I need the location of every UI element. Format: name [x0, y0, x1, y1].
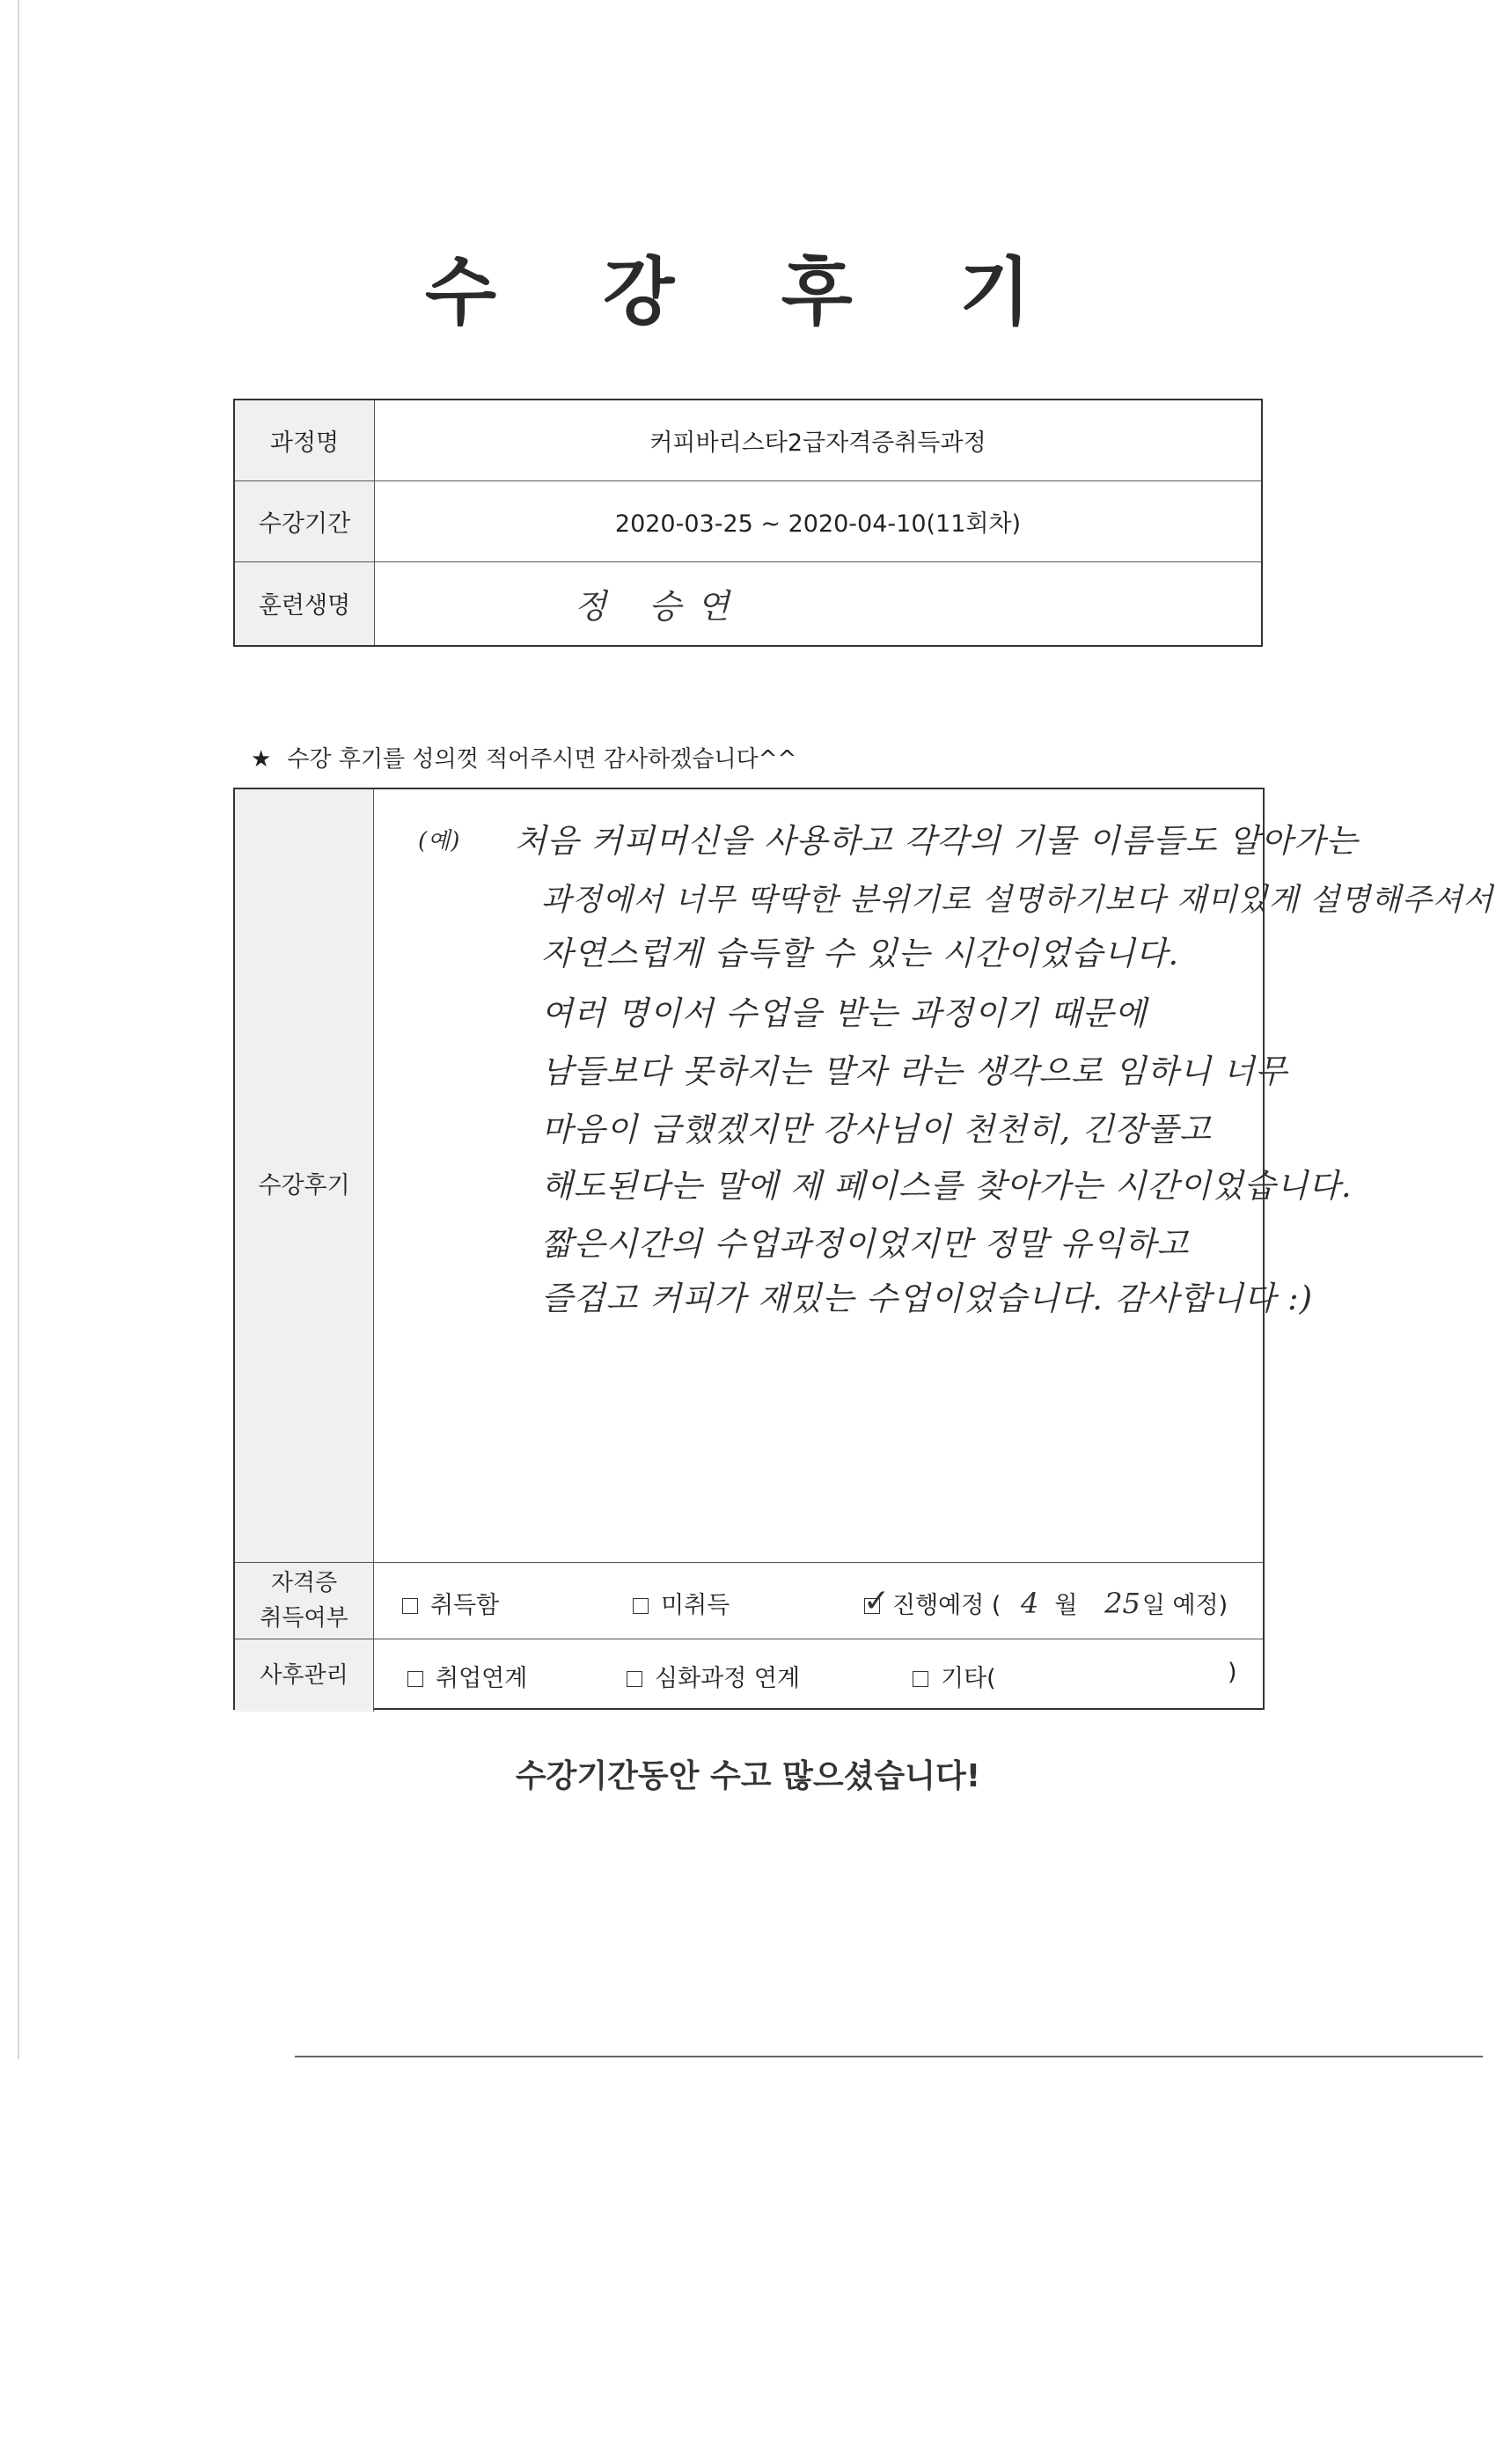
review-label: 수강후기 — [258, 1172, 350, 1199]
course-name-value: 커피바리스타2급자격증취득과정 — [375, 400, 1263, 480]
aftercare-row — [235, 1639, 1263, 1712]
period-value: 2020-03-25 ~ 2020-04-10(11회차) — [375, 480, 1263, 561]
aftercare-label — [235, 1639, 374, 1712]
review-line: 처음 커피머신을 사용하고 각각의 기물 이름들도 알아가는 — [515, 822, 1359, 860]
example-prefix: (예) — [418, 828, 461, 854]
review-line: 과정에서 너무 딱딱한 분위기로 설명하기보다 재미있게 설명해주셔서 — [541, 883, 1494, 918]
option-label: 심화과정 연계 — [655, 1665, 801, 1692]
review-line: 남들보다 못하지는 말자 라는 생각으로 임하니 너무 — [541, 1052, 1288, 1090]
trainee-name-label: 훈련생명 — [234, 561, 375, 646]
closing-message: 수강기간동안 수고 많으셨습니다! — [515, 1758, 981, 1794]
star-icon: ★ — [251, 746, 272, 773]
aftercare-option-advanced[interactable] — [627, 1659, 800, 1693]
option-label: 미취득 — [661, 1592, 730, 1619]
instruction-text: 수강 후기를 성의껏 적어주시면 감사하겠습니다^^ — [287, 746, 797, 773]
checkmark-icon: ✓ — [863, 1583, 891, 1619]
checkbox-icon[interactable] — [407, 1671, 423, 1687]
review-line: 해도된다는 말에 제 페이스를 찾아가는 시간이었습니다. — [541, 1167, 1353, 1205]
checkbox-icon[interactable] — [402, 1598, 418, 1614]
option-label: 기타( — [941, 1665, 996, 1692]
bottom-divider — [295, 2056, 1483, 2057]
handwritten-month: 4 — [1021, 1587, 1039, 1620]
certificate-option-acquired[interactable] — [402, 1586, 499, 1620]
table-row — [234, 400, 1262, 480]
certificate-option-not-acquired[interactable] — [633, 1586, 730, 1620]
review-line: 자연스럽게 습득할 수 있는 시간이었습니다. — [541, 935, 1180, 972]
page-title: 수 강 후 기 — [424, 249, 1072, 335]
info-table — [233, 399, 1263, 647]
handwritten-name: 정 승연 — [574, 587, 745, 627]
aftercare-label-text: 사후관리 — [260, 1662, 348, 1689]
trainee-name-value — [375, 561, 1263, 646]
month-unit: 월 — [1054, 1592, 1078, 1619]
aftercare-other-close: ) — [1228, 1659, 1237, 1686]
table-row — [234, 561, 1262, 646]
instruction-note — [251, 741, 796, 774]
day-unit: 일 예정) — [1141, 1592, 1228, 1619]
period-label: 수강기간 — [234, 480, 375, 561]
certificate-row — [235, 1562, 1263, 1639]
checkbox-icon[interactable] — [627, 1671, 642, 1687]
option-label: 진행예정 ( — [892, 1592, 1001, 1619]
review-line: 여러 명이서 수업을 받는 과정이기 때문에 — [541, 994, 1148, 1032]
aftercare-option-other[interactable] — [913, 1659, 996, 1693]
table-row — [234, 480, 1262, 561]
checkbox-icon[interactable] — [913, 1671, 928, 1687]
certificate-label — [235, 1563, 374, 1639]
option-label: 취득함 — [430, 1592, 500, 1619]
certificate-option-scheduled[interactable] — [863, 1583, 1228, 1620]
certificate-label-line1: 자격증 — [270, 1570, 338, 1596]
checkbox-checked-icon[interactable] — [863, 1583, 891, 1619]
review-box — [233, 788, 1494, 1710]
handwritten-day: 25 — [1104, 1587, 1140, 1620]
review-line: 즐겁고 커피가 재밌는 수업이었습니다. 감사합니다 :) — [541, 1280, 1314, 1317]
review-line: 마음이 급했겠지만 강사님이 천천히, 긴장풀고 — [541, 1111, 1212, 1148]
checkbox-icon[interactable] — [633, 1598, 649, 1614]
review-line: 짧은시간의 수업과정이었지만 정말 유익하고 — [541, 1225, 1190, 1263]
certificate-label-line2: 취득여부 — [260, 1605, 348, 1632]
aftercare-option-job[interactable] — [407, 1659, 527, 1693]
course-name-label: 과정명 — [234, 400, 375, 480]
option-label: 취업연계 — [436, 1665, 528, 1692]
